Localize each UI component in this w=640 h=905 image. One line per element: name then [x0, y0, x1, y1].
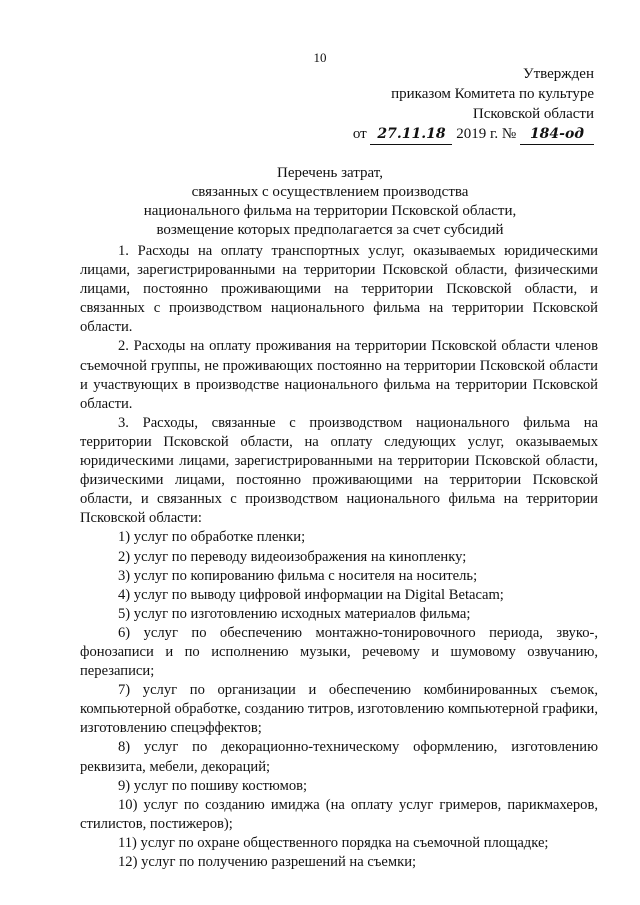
handwritten-order-number: 184-од: [520, 124, 594, 145]
document-body: [80, 242, 598, 872]
approval-region-line: Псковской области: [472, 106, 594, 122]
list-item: 5) услуг по изготовлению исходных материалов фильма;: [118, 605, 471, 622]
title-line-1: Перечень затрат,: [277, 165, 383, 181]
list-item: 9) услуг по пошиву костюмов;: [118, 777, 308, 794]
approval-order-line: приказом Комитета по культуре: [391, 86, 594, 102]
date-year: 2019 г. №: [456, 126, 517, 142]
list-item: 1) услуг по обработке пленки;: [118, 529, 306, 546]
paragraph-2: 2. Расходы на оплату проживания на территории Псковской области членов съемочной группы, не проживающих постоянно на территории Псковской области и участвующих в производстве национального фильма на территории Псковской области.: [80, 338, 598, 412]
date-prefix: от: [352, 126, 367, 142]
page-number: 10: [313, 50, 327, 65]
document-title: [60, 164, 600, 240]
list-item: 7) услуг по организации и обеспечению комбинированных съемок, компьютерной обработке, созданию титров, изготовлению компьютерной графики, изготовлению спецэффектов;: [80, 682, 598, 737]
title-line-4: возмещение которых предполагается за счет субсидий: [156, 222, 504, 238]
list-item: 11) услуг по охране общественного порядка на съемочной площадке;: [118, 834, 549, 851]
list-item: 3) услуг по копированию фильма с носителя на носитель;: [118, 567, 478, 584]
title-line-3: национального фильма на территории Псковской области,: [143, 203, 517, 219]
title-line-2: связанных с осуществлением производства: [191, 184, 469, 200]
list-item: 6) услуг по обеспечению монтажно-тонировочного периода, звуко-, фонозаписи и по исполнению музыки, речевому и шумовому озвучанию, перезаписи;: [80, 624, 598, 680]
handwritten-date: 27.11.18: [370, 124, 452, 145]
list-item: 2) услуг по переводу видеоизображения на кинопленку;: [118, 548, 467, 565]
approval-block: [294, 64, 594, 145]
list-item: 8) услуг по декорационно-техническому оформлению, изготовлению реквизита, мебели, декораций;: [80, 739, 598, 775]
approval-date-line: [294, 124, 594, 145]
paragraph-3: 3. Расходы, связанные с производством национального фильма на территории Псковской области, на оплату следующих услуг, оказываемых юридическими лицами, зарегистрированными на территории Псковской области, физическими лицами, постоянно проживающими на территории Псковской области, и связанных с производством национального фильма на территории Псковской области:: [80, 414, 598, 527]
paragraph-1: 1. Расходы на оплату транспортных услуг, оказываемых юридическими лицами, зарегистрированными на территории Псковской области, физическими лицами, постоянно проживающими на территории Псковской области, и связанных с производством национального фильма на территории Псковской области.: [80, 243, 598, 336]
list-item: 12) услуг по получению разрешений на съемки;: [118, 854, 417, 870]
approval-title: Утвержден: [522, 66, 594, 82]
list-item: 4) услуг по выводу цифровой информации на Digital Betacam;: [118, 586, 504, 603]
list-item: 10) услуг по созданию имиджа (на оплату услуг гримеров, парикмахеров, стилистов, постижеров);: [80, 796, 598, 832]
